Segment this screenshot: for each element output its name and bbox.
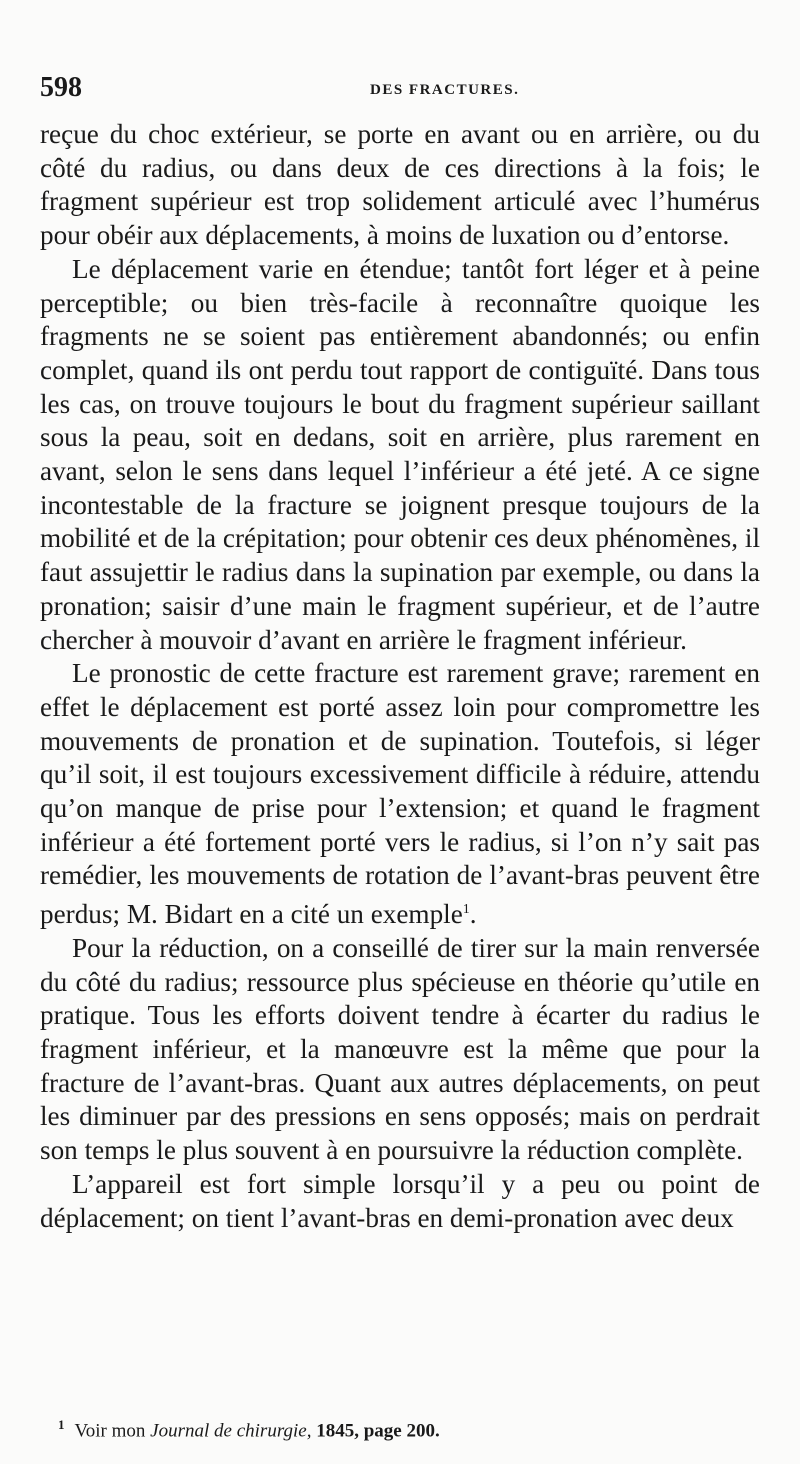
running-head: DES FRACTURES. [370,82,520,98]
footnote-text-after: 1845, page 200. [311,1420,440,1442]
body-text [40,118,760,1235]
paragraph-prognosis [40,657,760,932]
footnote [58,1413,758,1443]
paragraph-displacement: Le déplacement varie en étendue; tantôt fort léger et à peine perceptible; ou bien très-facile à reconnaître quoique les fragments ne se soient pas entièrement abandonnés; ou enfin complet, quand ils ont perdu tout rapport de contiguïté. Dans tous les cas, on trouve toujours le bout du fragment supérieur saillant sous la peau, soit en dedans, soit en arrière, plus rarement en avant, selon le sens dans lequel l’inférieur a été jeté. A ce signe incontestable de la fracture se joignent presque toujours de la mobilité et de la crépitation; pour obtenir ces deux phénomènes, il faut assujettir le radius dans la supination par exemple, ou dans la pronation; saisir d’une main le fragment supérieur, et de l’autre chercher à mouvoir d’avant en arrière le fragment inférieur. [40,253,760,655]
paragraph-prognosis-end: . [469,899,477,930]
page-header [40,72,760,108]
paragraph-apparatus: L’appareil est fort simple lorsqu’il y a peu ou point de déplacement; on tient l’avant-bras en demi-pronation avec deux [40,1168,760,1233]
footnote-marker: 1 [58,1417,65,1432]
paragraph-prognosis-text: Le pronostic de cette fracture est rarement grave; rarement en effet le déplacement est porté assez loin pour compromettre les mouvements de pronation et de supination. Toutefois, si léger qu’il soit, il est toujours excessivement difficile à réduire, attendu qu’on manque de prise pour l’extension; et quand le fragment inférieur a été fortement porté vers le radius, si l’on n’y sait pas remédier, les mouvements de rotation de l’avant-bras peuvent être perdus; M. Bidart en a cité un exemple [40,658,760,930]
footnote-reference: 1 [462,902,470,918]
paragraph-continuation: reçue du choc extérieur, se porte en avant ou en arrière, ou du côté du radius, ou dans deux de ces directions à la fois; le fragment supérieur est trop solidement articulé avec l’humérus pour obéir aux déplacements, à moins de luxation ou d’entorse. [40,119,760,251]
paragraph-reduction: Pour la réduction, on a conseillé de tirer sur la main renversée du côté du radius; ressource plus spécieuse en théorie qu’utile en pratique. Tous les efforts doivent tendre à écarter du radius le fragment inférieur, et la manœuvre est la même que pour la fracture de l’avant-bras. Quant aux autres déplacements, on peut les diminuer par des pressions en sens opposés; mais on perdrait son temps le plus souvent à en poursuivre la réduction complète. [40,932,760,1166]
page-number: 598 [40,72,82,103]
footnote-journal-title: Journal de chirurgie, [150,1420,312,1442]
footnote-text-before: Voir mon [74,1420,151,1442]
